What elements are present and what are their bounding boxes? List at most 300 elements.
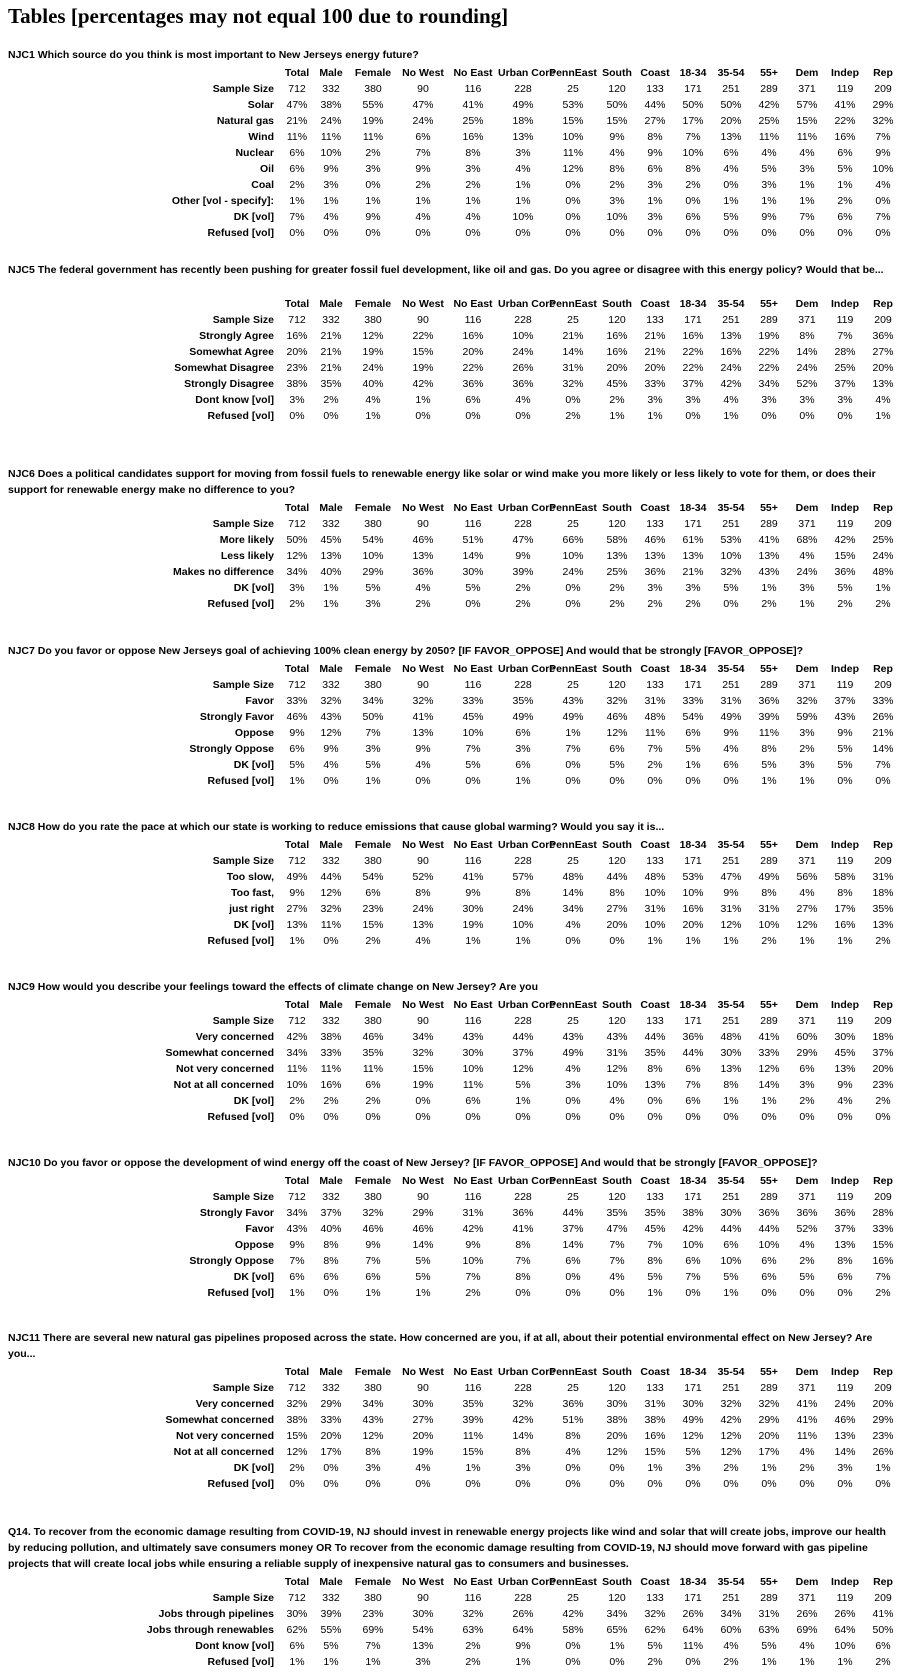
data-cell: 31% bbox=[758, 1608, 780, 1620]
data-cell: 0% bbox=[565, 759, 581, 771]
data-cell: 24% bbox=[720, 362, 742, 374]
row-label: Sample Size bbox=[212, 518, 274, 530]
data-cell: 45% bbox=[320, 534, 342, 546]
data-cell: 39% bbox=[512, 566, 534, 578]
column-header: South bbox=[602, 999, 632, 1011]
table-row bbox=[0, 1077, 902, 1093]
data-cell: 9% bbox=[289, 727, 305, 739]
data-cell: 58% bbox=[606, 534, 628, 546]
data-cell: 119 bbox=[836, 518, 854, 530]
data-cell: 12% bbox=[362, 1430, 384, 1442]
data-cell: 57% bbox=[796, 99, 818, 111]
data-cell: 5% bbox=[837, 743, 853, 755]
data-cell: 13% bbox=[720, 330, 742, 342]
data-cell: 3% bbox=[323, 179, 339, 191]
crosstab-table bbox=[0, 661, 902, 789]
data-cell: 8% bbox=[515, 1239, 531, 1251]
data-cell: 0% bbox=[289, 1478, 305, 1490]
data-cell: 41% bbox=[462, 99, 484, 111]
data-cell: 41% bbox=[462, 871, 484, 883]
data-cell: 36% bbox=[512, 1207, 534, 1219]
table-row bbox=[0, 113, 902, 129]
data-cell: 13% bbox=[512, 131, 534, 143]
data-cell: 6% bbox=[565, 1255, 581, 1267]
data-cell: 31% bbox=[462, 1207, 484, 1219]
data-cell: 2% bbox=[365, 1095, 381, 1107]
data-cell: 0% bbox=[685, 1111, 701, 1123]
data-cell: 1% bbox=[761, 775, 777, 787]
data-cell: 50% bbox=[362, 711, 384, 723]
data-cell: 0% bbox=[685, 227, 701, 239]
data-cell: 62% bbox=[644, 1624, 666, 1636]
data-cell: 3% bbox=[799, 759, 815, 771]
data-cell: 9% bbox=[609, 131, 625, 143]
row-label: Jobs through renewables bbox=[146, 1624, 274, 1636]
data-cell: 43% bbox=[834, 711, 856, 723]
data-cell: 9% bbox=[415, 163, 431, 175]
data-cell: 11% bbox=[286, 1063, 308, 1075]
data-cell: 0% bbox=[685, 1287, 701, 1299]
data-cell: 13% bbox=[834, 1430, 856, 1442]
data-cell: 0% bbox=[465, 227, 481, 239]
data-cell: 37% bbox=[320, 1207, 342, 1219]
data-cell: 119 bbox=[836, 1191, 854, 1203]
data-cell: 37% bbox=[834, 1223, 856, 1235]
data-cell: 3% bbox=[761, 179, 777, 191]
data-cell: 48% bbox=[644, 711, 666, 723]
table-row bbox=[0, 1428, 902, 1444]
data-cell: 2% bbox=[723, 1462, 739, 1474]
data-cell: 13% bbox=[412, 727, 434, 739]
data-cell: 712 bbox=[288, 518, 306, 530]
data-cell: 53% bbox=[562, 99, 584, 111]
data-cell: 119 bbox=[836, 679, 854, 691]
data-cell: 6% bbox=[685, 727, 701, 739]
column-header: South bbox=[602, 67, 632, 79]
data-cell: 1% bbox=[799, 935, 815, 947]
data-cell: 63% bbox=[462, 1624, 484, 1636]
data-cell: 8% bbox=[799, 330, 815, 342]
column-header: Coast bbox=[640, 839, 670, 851]
column-header: PennEast bbox=[549, 839, 597, 851]
data-cell: 1% bbox=[685, 759, 701, 771]
data-cell: 4% bbox=[565, 1446, 581, 1458]
data-cell: 10% bbox=[462, 1063, 484, 1075]
data-cell: 66% bbox=[562, 534, 584, 546]
column-header: Male bbox=[319, 1175, 343, 1187]
data-cell: 0% bbox=[565, 227, 581, 239]
data-cell: 2% bbox=[289, 598, 305, 610]
data-cell: 6% bbox=[761, 1271, 777, 1283]
table-row bbox=[0, 1606, 902, 1622]
data-cell: 11% bbox=[320, 1063, 342, 1075]
data-cell: 10% bbox=[644, 887, 666, 899]
data-cell: 7% bbox=[609, 1255, 625, 1267]
data-cell: 6% bbox=[289, 1640, 305, 1652]
data-cell: 1% bbox=[723, 1095, 739, 1107]
data-cell: 46% bbox=[834, 1414, 856, 1426]
data-cell: 0% bbox=[289, 1111, 305, 1123]
data-cell: 43% bbox=[606, 1031, 628, 1043]
data-cell: 41% bbox=[872, 1608, 894, 1620]
data-cell: 4% bbox=[799, 1640, 815, 1652]
table-row bbox=[0, 885, 902, 901]
column-header: Male bbox=[319, 1576, 343, 1588]
data-cell: 5% bbox=[761, 1640, 777, 1652]
data-cell: 15% bbox=[286, 1430, 308, 1442]
data-cell: 53% bbox=[720, 534, 742, 546]
question-text: NJC7 Do you favor or oppose New Jerseys goal of achieving 100% clean energy by 2050? [IF FAVOR_OPPOSE] And would that be strongly [FAVOR_OPPOSE]? bbox=[8, 645, 804, 657]
data-cell: 7% bbox=[647, 743, 663, 755]
data-cell: 0% bbox=[723, 179, 739, 191]
data-cell: 40% bbox=[362, 378, 384, 390]
data-cell: 0% bbox=[565, 1111, 581, 1123]
column-header: Female bbox=[354, 839, 392, 851]
data-cell: 6% bbox=[837, 147, 853, 159]
data-cell: 49% bbox=[562, 1047, 584, 1059]
data-cell: 43% bbox=[462, 1031, 484, 1043]
header-blank-cell bbox=[0, 1173, 280, 1189]
data-cell: 34% bbox=[562, 903, 584, 915]
column-header: Total bbox=[284, 839, 310, 851]
column-header: 35-54 bbox=[717, 298, 745, 310]
data-cell: 0% bbox=[609, 935, 625, 947]
data-cell: 16% bbox=[682, 903, 704, 915]
data-cell: 14% bbox=[462, 550, 484, 562]
row-label: Less likely bbox=[220, 550, 274, 562]
data-cell: 5% bbox=[799, 1271, 815, 1283]
data-cell: 41% bbox=[834, 99, 856, 111]
data-cell: 251 bbox=[722, 1382, 740, 1394]
row-label: DK [vol] bbox=[233, 759, 274, 771]
data-cell: 209 bbox=[874, 855, 892, 867]
data-cell: 2% bbox=[515, 582, 531, 594]
data-cell: 42% bbox=[758, 99, 780, 111]
column-header: Urban Core bbox=[498, 839, 556, 851]
data-cell: 0% bbox=[565, 775, 581, 787]
data-cell: 228 bbox=[514, 518, 532, 530]
data-cell: 0% bbox=[415, 1095, 431, 1107]
data-cell: 10% bbox=[606, 211, 628, 223]
data-cell: 4% bbox=[761, 147, 777, 159]
data-cell: 35% bbox=[644, 1047, 666, 1059]
data-cell: 2% bbox=[465, 179, 481, 191]
question-text: NJC1 Which source do you think is most important to New Jerseys energy future? bbox=[8, 49, 419, 61]
data-cell: 0% bbox=[515, 1287, 531, 1299]
data-cell: 5% bbox=[723, 211, 739, 223]
data-cell: 3% bbox=[289, 582, 305, 594]
column-header: South bbox=[602, 839, 632, 851]
data-cell: 15% bbox=[872, 1239, 894, 1251]
data-cell: 0% bbox=[515, 1478, 531, 1490]
data-cell: 116 bbox=[464, 679, 482, 691]
column-header: Total bbox=[284, 502, 310, 514]
data-cell: 6% bbox=[723, 759, 739, 771]
data-cell: 0% bbox=[515, 410, 531, 422]
data-cell: 10% bbox=[720, 1255, 742, 1267]
row-label: Somewhat concerned bbox=[165, 1047, 274, 1059]
header-row bbox=[0, 1364, 902, 1380]
data-cell: 7% bbox=[515, 1255, 531, 1267]
data-cell: 41% bbox=[796, 1414, 818, 1426]
data-cell: 32% bbox=[412, 1047, 434, 1059]
data-cell: 0% bbox=[465, 410, 481, 422]
data-cell: 0% bbox=[609, 1656, 625, 1668]
data-cell: 29% bbox=[320, 1398, 342, 1410]
data-cell: 289 bbox=[760, 314, 778, 326]
data-cell: 46% bbox=[412, 534, 434, 546]
data-cell: 2% bbox=[465, 1640, 481, 1652]
data-cell: 57% bbox=[512, 871, 534, 883]
data-cell: 0% bbox=[415, 227, 431, 239]
data-cell: 5% bbox=[647, 1640, 663, 1652]
data-cell: 15% bbox=[412, 1063, 434, 1075]
data-cell: 4% bbox=[565, 919, 581, 931]
data-cell: 10% bbox=[682, 147, 704, 159]
data-cell: 10% bbox=[512, 919, 534, 931]
table-row bbox=[0, 1590, 902, 1606]
column-header: Dem bbox=[795, 298, 819, 310]
data-cell: 12% bbox=[606, 1446, 628, 1458]
data-cell: 8% bbox=[365, 1446, 381, 1458]
data-cell: 69% bbox=[796, 1624, 818, 1636]
data-cell: 50% bbox=[606, 99, 628, 111]
data-cell: 4% bbox=[515, 394, 531, 406]
data-cell: 43% bbox=[286, 1223, 308, 1235]
data-cell: 0% bbox=[875, 195, 891, 207]
data-cell: 1% bbox=[465, 195, 481, 207]
data-cell: 36% bbox=[758, 1207, 780, 1219]
data-cell: 65% bbox=[606, 1624, 628, 1636]
column-header: Female bbox=[354, 1366, 392, 1378]
data-cell: 5% bbox=[365, 582, 381, 594]
data-cell: 8% bbox=[323, 1239, 339, 1251]
data-cell: 6% bbox=[323, 1271, 339, 1283]
data-cell: 32% bbox=[758, 1398, 780, 1410]
data-cell: 90 bbox=[417, 679, 429, 691]
data-cell: 35% bbox=[320, 378, 342, 390]
column-header: Rep bbox=[873, 839, 893, 851]
data-cell: 46% bbox=[286, 711, 308, 723]
data-cell: 1% bbox=[799, 775, 815, 787]
crosstab-table bbox=[0, 1364, 902, 1492]
data-cell: 0% bbox=[837, 1478, 853, 1490]
data-cell: 171 bbox=[684, 1191, 702, 1203]
data-cell: 0% bbox=[685, 410, 701, 422]
data-cell: 32% bbox=[562, 378, 584, 390]
data-cell: 0% bbox=[685, 775, 701, 787]
data-cell: 48% bbox=[720, 1031, 742, 1043]
data-cell: 68% bbox=[796, 534, 818, 546]
data-cell: 24% bbox=[872, 550, 894, 562]
data-cell: 0% bbox=[799, 1287, 815, 1299]
data-cell: 6% bbox=[799, 1063, 815, 1075]
data-cell: 13% bbox=[720, 131, 742, 143]
data-cell: 380 bbox=[364, 314, 382, 326]
data-cell: 4% bbox=[565, 1063, 581, 1075]
data-cell: 2% bbox=[289, 179, 305, 191]
question-text: NJC9 How would you describe your feelings toward the effects of climate change on New Jersey? Are you bbox=[8, 981, 538, 993]
data-cell: 19% bbox=[758, 330, 780, 342]
data-cell: 10% bbox=[758, 919, 780, 931]
data-cell: 39% bbox=[758, 711, 780, 723]
data-cell: 5% bbox=[685, 1446, 701, 1458]
data-cell: 42% bbox=[286, 1031, 308, 1043]
data-cell: 5% bbox=[723, 582, 739, 594]
data-cell: 25 bbox=[567, 1191, 579, 1203]
data-cell: 0% bbox=[323, 1462, 339, 1474]
data-cell: 3% bbox=[799, 727, 815, 739]
column-header: Urban Core bbox=[498, 999, 556, 1011]
data-cell: 4% bbox=[609, 1095, 625, 1107]
data-cell: 1% bbox=[837, 935, 853, 947]
data-cell: 1% bbox=[875, 582, 891, 594]
data-cell: 0% bbox=[609, 775, 625, 787]
data-cell: 1% bbox=[465, 935, 481, 947]
data-cell: 4% bbox=[837, 1095, 853, 1107]
data-cell: 15% bbox=[412, 346, 434, 358]
data-cell: 11% bbox=[758, 727, 780, 739]
data-cell: 31% bbox=[872, 871, 894, 883]
row-label: Favor bbox=[245, 695, 274, 707]
data-cell: 53% bbox=[682, 871, 704, 883]
data-cell: 6% bbox=[875, 1640, 891, 1652]
data-cell: 712 bbox=[288, 83, 306, 95]
data-cell: 9% bbox=[289, 1239, 305, 1251]
data-cell: 29% bbox=[872, 99, 894, 111]
data-cell: 133 bbox=[646, 1592, 664, 1604]
data-cell: 27% bbox=[286, 903, 308, 915]
data-cell: 1% bbox=[365, 1656, 381, 1668]
data-cell: 0% bbox=[565, 1095, 581, 1107]
data-cell: 50% bbox=[682, 99, 704, 111]
data-cell: 332 bbox=[322, 83, 340, 95]
row-label: Strongly Favor bbox=[199, 1207, 274, 1219]
data-cell: 0% bbox=[761, 1111, 777, 1123]
data-cell: 35% bbox=[362, 1047, 384, 1059]
data-cell: 1% bbox=[837, 179, 853, 191]
data-cell: 8% bbox=[647, 1063, 663, 1075]
data-cell: 17% bbox=[682, 115, 704, 127]
data-cell: 1% bbox=[647, 195, 663, 207]
data-cell: 30% bbox=[682, 1398, 704, 1410]
data-cell: 26% bbox=[512, 1608, 534, 1620]
data-cell: 12% bbox=[320, 727, 342, 739]
data-cell: 3% bbox=[647, 394, 663, 406]
data-cell: 1% bbox=[685, 935, 701, 947]
data-cell: 2% bbox=[875, 1095, 891, 1107]
data-cell: 52% bbox=[412, 871, 434, 883]
data-cell: 1% bbox=[323, 582, 339, 594]
data-cell: 27% bbox=[644, 115, 666, 127]
column-header: Indep bbox=[831, 1366, 859, 1378]
column-header: Dem bbox=[795, 839, 819, 851]
data-cell: 22% bbox=[462, 362, 484, 374]
data-cell: 23% bbox=[362, 903, 384, 915]
column-header: Coast bbox=[640, 999, 670, 1011]
data-cell: 3% bbox=[515, 147, 531, 159]
data-cell: 9% bbox=[323, 163, 339, 175]
data-cell: 119 bbox=[836, 855, 854, 867]
data-cell: 0% bbox=[415, 1111, 431, 1123]
row-label: Too slow, bbox=[226, 871, 274, 883]
data-cell: 34% bbox=[720, 1608, 742, 1620]
data-cell: 36% bbox=[834, 1207, 856, 1219]
data-cell: 42% bbox=[412, 378, 434, 390]
column-header: No East bbox=[453, 502, 493, 514]
data-cell: 1% bbox=[515, 195, 531, 207]
row-label: Too fast, bbox=[231, 887, 274, 899]
data-cell: 1% bbox=[415, 1287, 431, 1299]
data-cell: 5% bbox=[415, 1255, 431, 1267]
column-header: Female bbox=[354, 1576, 392, 1588]
data-cell: 209 bbox=[874, 679, 892, 691]
data-cell: 289 bbox=[760, 1015, 778, 1027]
data-cell: 8% bbox=[323, 1255, 339, 1267]
data-cell: 13% bbox=[872, 378, 894, 390]
data-cell: 0% bbox=[415, 410, 431, 422]
data-cell: 0% bbox=[365, 1111, 381, 1123]
data-cell: 22% bbox=[758, 362, 780, 374]
data-cell: 3% bbox=[799, 1079, 815, 1091]
column-header: 35-54 bbox=[717, 502, 745, 514]
column-header: Female bbox=[354, 298, 392, 310]
data-cell: 0% bbox=[565, 195, 581, 207]
column-header: No West bbox=[402, 298, 444, 310]
data-cell: 30% bbox=[286, 1608, 308, 1620]
data-cell: 120 bbox=[608, 83, 626, 95]
data-cell: 119 bbox=[836, 1592, 854, 1604]
data-cell: 0% bbox=[415, 775, 431, 787]
data-cell: 44% bbox=[644, 1031, 666, 1043]
data-cell: 55% bbox=[320, 1624, 342, 1636]
data-cell: 44% bbox=[606, 871, 628, 883]
data-cell: 7% bbox=[799, 211, 815, 223]
data-cell: 25% bbox=[758, 115, 780, 127]
data-cell: 36% bbox=[682, 1031, 704, 1043]
data-cell: 38% bbox=[320, 99, 342, 111]
table-row bbox=[0, 1093, 902, 1109]
data-cell: 90 bbox=[417, 1191, 429, 1203]
data-cell: 7% bbox=[365, 1640, 381, 1652]
column-header: PennEast bbox=[549, 663, 597, 675]
data-cell: 1% bbox=[647, 1287, 663, 1299]
data-cell: 64% bbox=[682, 1624, 704, 1636]
data-cell: 0% bbox=[685, 1478, 701, 1490]
data-cell: 27% bbox=[872, 346, 894, 358]
data-cell: 5% bbox=[647, 1271, 663, 1283]
data-cell: 35% bbox=[872, 903, 894, 915]
data-cell: 32% bbox=[796, 695, 818, 707]
data-cell: 22% bbox=[682, 362, 704, 374]
data-cell: 4% bbox=[723, 1640, 739, 1652]
crosstab-table bbox=[0, 65, 902, 241]
data-cell: 332 bbox=[322, 1382, 340, 1394]
data-cell: 7% bbox=[837, 330, 853, 342]
column-header: 18-34 bbox=[679, 1175, 707, 1187]
data-cell: 41% bbox=[758, 1031, 780, 1043]
table-row bbox=[0, 516, 902, 532]
header-blank-cell bbox=[0, 997, 280, 1013]
data-cell: 30% bbox=[462, 1047, 484, 1059]
column-header: Female bbox=[354, 999, 392, 1011]
data-cell: 289 bbox=[760, 518, 778, 530]
data-cell: 7% bbox=[685, 131, 701, 143]
data-cell: 171 bbox=[684, 1592, 702, 1604]
header-blank-cell bbox=[0, 296, 280, 312]
data-cell: 8% bbox=[685, 163, 701, 175]
data-cell: 64% bbox=[512, 1624, 534, 1636]
